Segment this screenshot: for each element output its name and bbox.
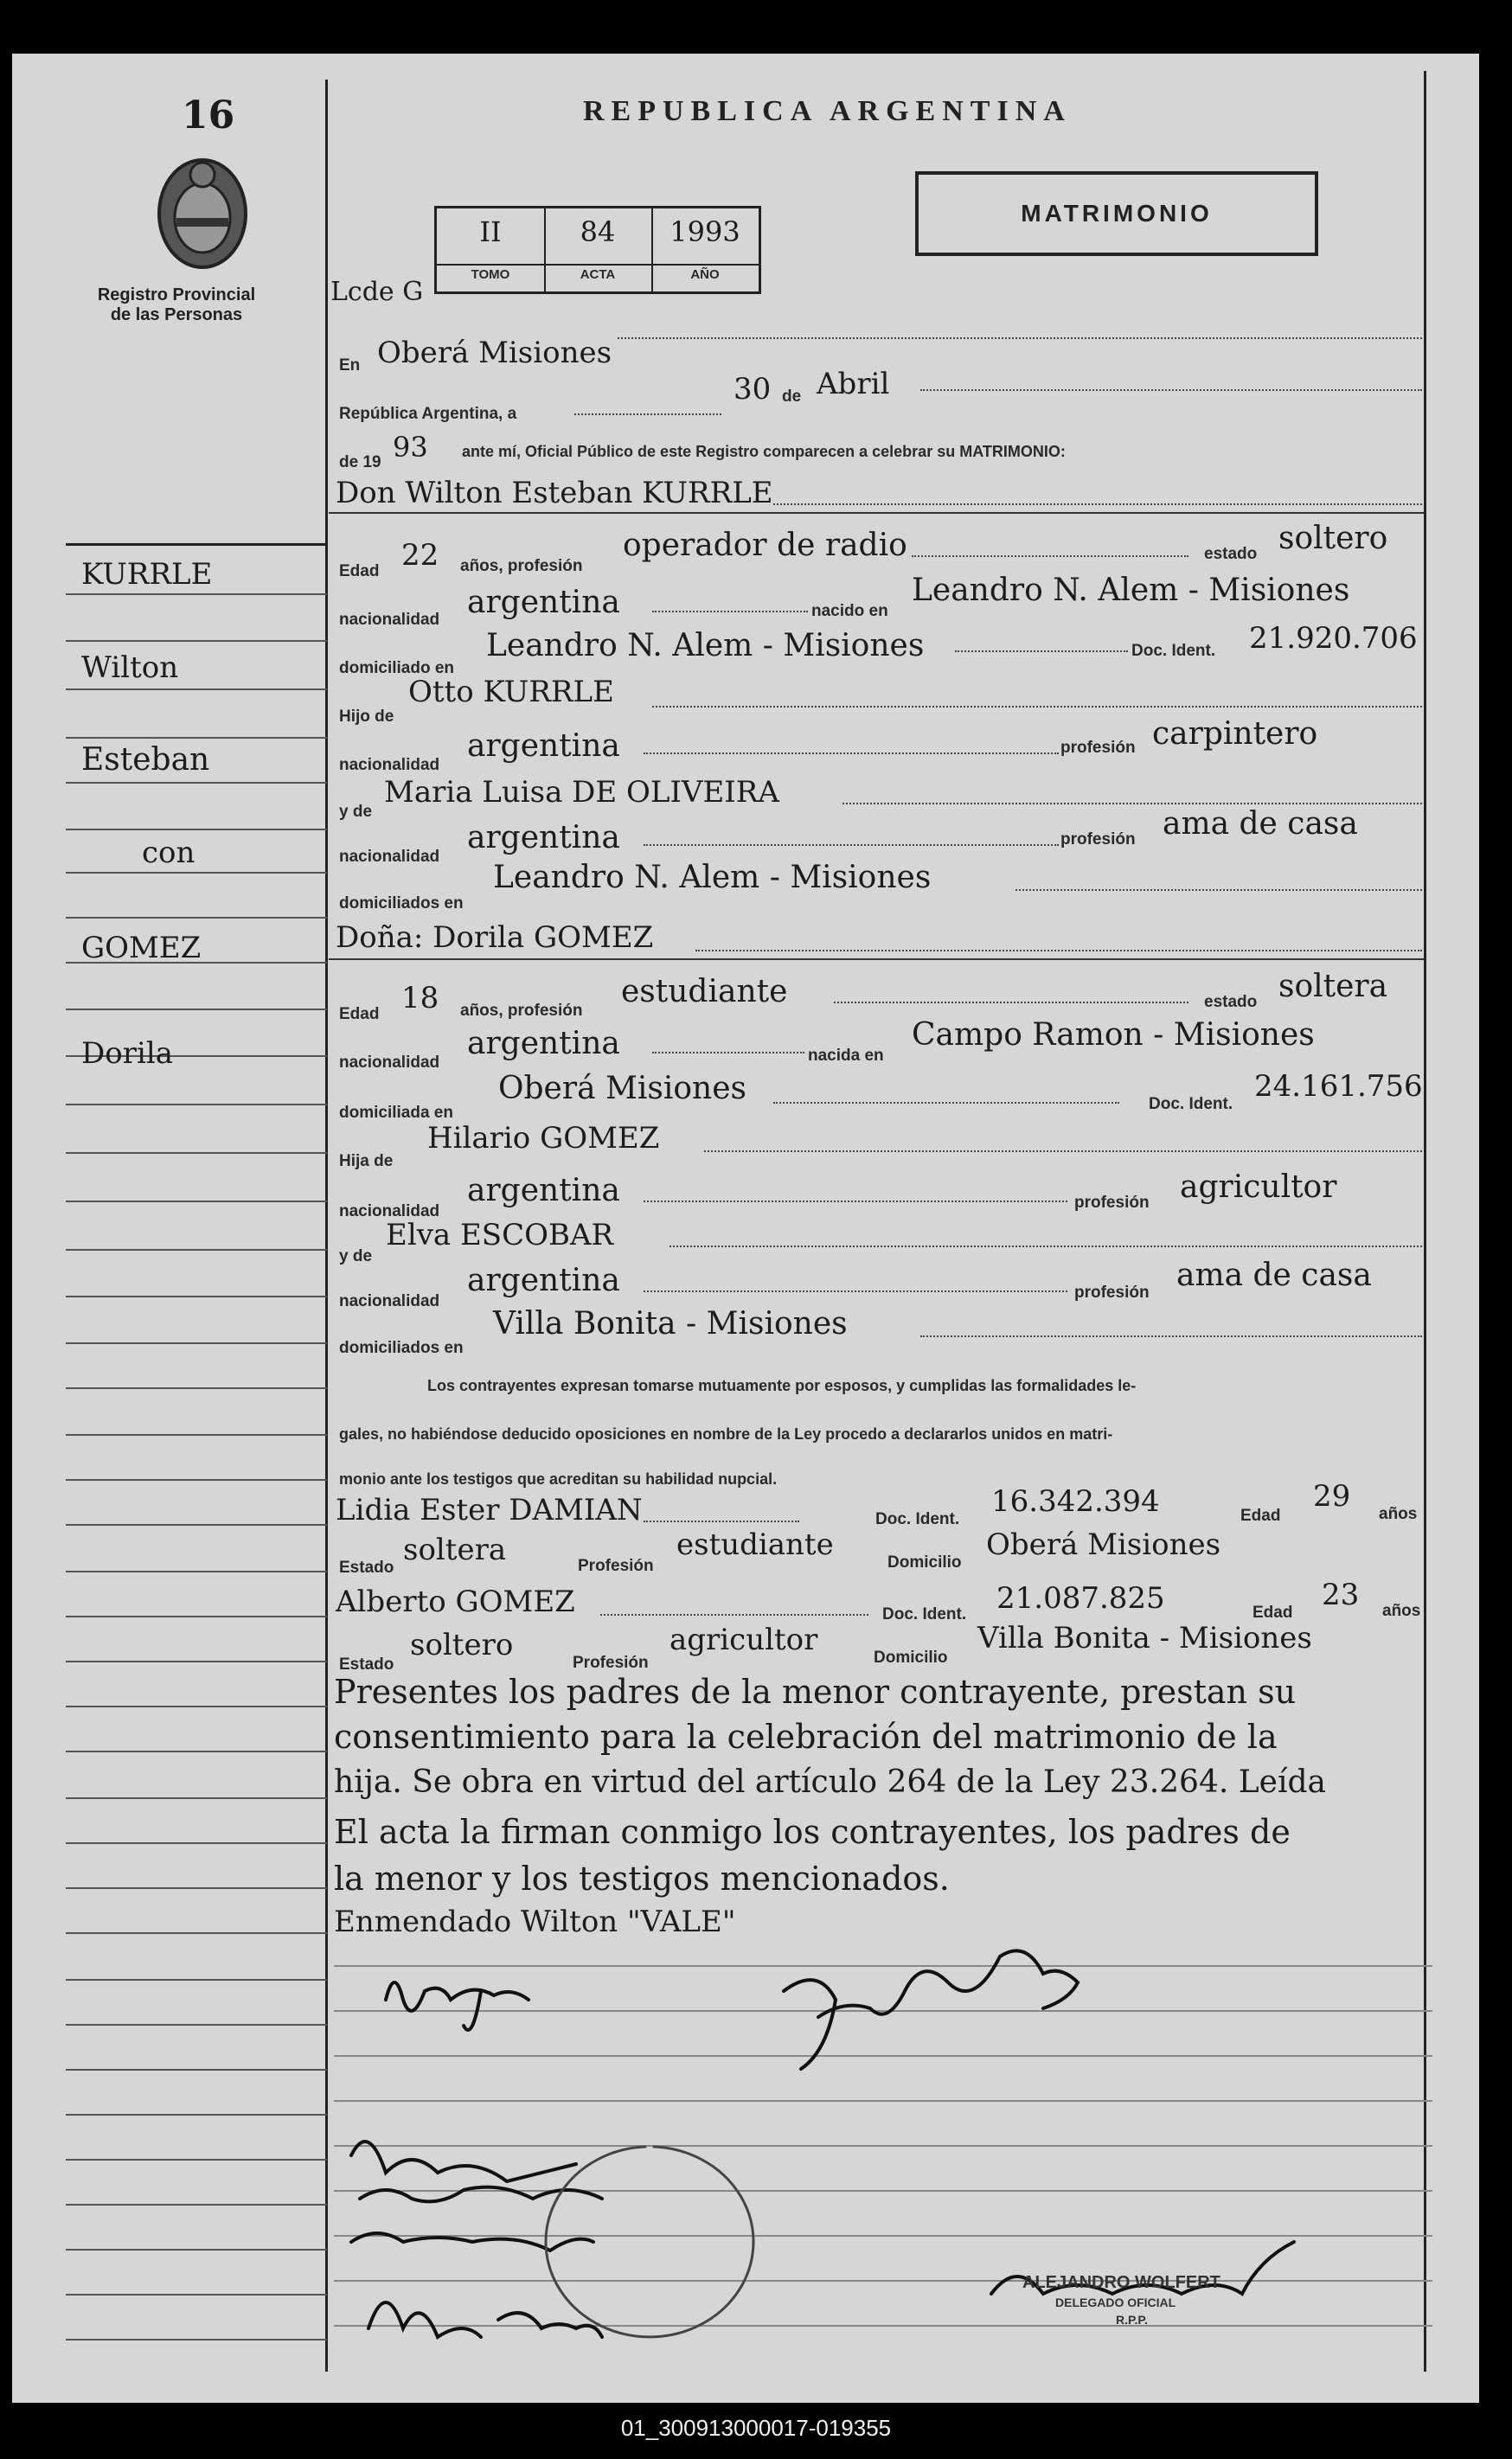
groom-mother-nat-label: nacionalidad [339,848,440,866]
witness-2-age: 23 [1322,1578,1360,1612]
bride-signature [784,1950,1078,2069]
groom-profession-label: años, profesión [460,557,583,575]
bride-father-nationality: argentina [467,1173,620,1208]
document-type-box: MATRIMONIO [915,171,1318,256]
official-seal [546,2147,753,2337]
groom-father-prof-label: profesión [1060,739,1136,757]
margin-divider [325,80,328,2372]
bride-doc: 24.161.756 [1254,1069,1423,1104]
groom-father-nat-label: nacionalidad [339,756,440,774]
note-line-2: consentimiento para la celebración del matrimonio de la [334,1718,1278,1756]
groom-father-profession: carpintero [1152,716,1318,752]
groom-status: soltero [1278,521,1388,556]
note-line-3: hija. Se obra en virtud del artículo 264 de la Ley 23.264. Leída [334,1764,1326,1800]
groom-domicile-label: domiciliado en [339,659,455,677]
groom-father-label: Hijo de [339,708,394,726]
groom-age: 22 [401,538,439,573]
groom-doc-label: Doc. Ident. [1131,642,1216,660]
code-annotation: Lcde G [330,277,424,307]
witness-2-age-label: Edad [1253,1604,1293,1622]
bride-father-label: Hija de [339,1152,394,1170]
witness-1-doc-label: Doc. Ident. [875,1510,960,1528]
day-de-label: de [782,387,802,406]
bride-nationality: argentina [467,1026,620,1061]
stamp-line-2: DELEGADO OFICIAL [1055,2296,1176,2309]
witness-2-domicile: Villa Bonita - Misiones [977,1621,1312,1655]
groom-father-nationality: argentina [467,728,620,764]
marriage-month: Abril [817,367,890,401]
witness-2-doc-label: Doc. Ident. [882,1605,967,1623]
bride-father: Hilario GOMEZ [427,1121,660,1156]
coat-of-arms-icon [142,149,263,279]
marriage-place: Oberá Misiones [377,336,612,370]
declaration-line-2: gales, no habiéndose deducido oposiciones en nombre de la Ley procedo a declararlos unidos en matri- [339,1425,1113,1443]
year-prefix-label: de 19 [339,453,381,471]
witness-1-age-label: Edad [1240,1507,1281,1525]
marriage-day: 30 [734,372,772,407]
page-number: 16 [182,93,235,138]
witness-1-status: soltera [403,1533,507,1567]
groom-mother-prof-label: profesión [1060,830,1136,848]
groom-born-label: nacido en [811,602,888,620]
groom-birthplace: Leandro N. Alem - Misiones [912,573,1350,608]
right-border [1424,71,1426,2372]
margin-groom-surname: KURRLE [81,557,213,592]
witness-2-status-label: Estado [339,1655,394,1674]
bride-mother-nationality: argentina [467,1263,620,1298]
bride-mother-label: y de [339,1247,373,1265]
witness-2-years-label: años [1382,1602,1421,1620]
tomo-value: II [479,215,502,248]
groom-domicile: Leandro N. Alem - Misiones [486,628,925,663]
intro-text: ante mí, Oficial Público de este Registro comparecen a celebrar su MATRIMONIO: [462,443,1066,460]
groom-mother: Maria Luisa DE OLIVEIRA [384,775,779,810]
bride-mother: Elva ESCOBAR [386,1218,614,1252]
bride-mother-prof-label: profesión [1074,1284,1150,1302]
groom-parents-domicile: Leandro N. Alem - Misiones [493,860,932,895]
groom-nationality-label: nacionalidad [339,611,440,629]
bride-parents-domicile: Villa Bonita - Misiones [493,1306,848,1342]
witness-2-signature [368,2302,602,2337]
groom-mother-profession: ama de casa [1163,806,1358,842]
signatures-area [334,1913,1424,2380]
groom-status-label: estado [1204,545,1258,563]
bride-father-nat-label: nacionalidad [339,1202,440,1220]
witness-2-doc: 21.087.825 [996,1581,1165,1616]
margin-groom-second-name: Esteban [81,742,210,778]
groom-profession: operador de radio [623,528,907,563]
groom-nationality: argentina [467,585,620,620]
bride-profession: estudiante [621,974,788,1009]
marriage-year: 93 [393,431,428,464]
bride-domicile-label: domiciliada en [339,1104,453,1122]
bride-mother-nat-label: nacionalidad [339,1292,440,1310]
witness-2-status: soltero [410,1628,514,1662]
witness-1-domicile: Oberá Misiones [986,1527,1221,1562]
witness-2-dom-label: Domicilio [874,1649,948,1667]
bride-name: Doña: Dorila GOMEZ [336,920,654,955]
bride-parents-dom-label: domiciliados en [339,1339,464,1357]
bride-father-prof-label: profesión [1074,1194,1150,1212]
bride-nationality-label: nacionalidad [339,1053,440,1072]
father-signature [351,2142,602,2251]
republic-label: República Argentina, a [339,405,517,423]
year-label: AÑO [690,267,720,282]
declaration-line-1: Los contrayentes expresan tomarse mutuamente por esposos, y cumplidas las formalidades le- [427,1377,1137,1394]
bride-domicile: Oberá Misiones [498,1071,746,1106]
margin-groom-first-name: Wilton [81,650,179,685]
witness-1-name: Lidia Ester DAMIAN [336,1493,643,1527]
witness-1-years-label: años [1379,1505,1418,1523]
document-heading: REPUBLICA ARGENTINA [583,95,1072,127]
note-line-5: la menor y los testigos mencionados. [334,1860,950,1898]
stamp-line-1: ALEJANDRO WOLFERT [1022,2273,1220,2292]
witness-1-doc: 16.342.394 [991,1484,1160,1519]
groom-father: Otto KURRLE [408,675,614,709]
witness-2-prof-label: Profesión [573,1654,649,1672]
bride-status-label: estado [1204,993,1258,1011]
witness-1-profession: estudiante [676,1527,834,1562]
bride-born-label: nacida en [808,1047,884,1065]
bride-profession-label: años, profesión [460,1002,583,1020]
witness-1-status-label: Estado [339,1559,394,1577]
reference-box [434,206,761,294]
tomo-label: TOMO [471,267,510,282]
note-line-6: Enmendado Wilton "VALE" [334,1905,736,1939]
bride-birthplace: Campo Ramon - Misiones [912,1017,1315,1053]
bride-age-label: Edad [339,1005,380,1023]
bride-mother-profession: ama de casa [1176,1258,1372,1293]
acta-label: ACTA [580,267,616,282]
witness-2-profession: agricultor [670,1623,818,1657]
witness-1-prof-label: Profesión [578,1557,654,1575]
stamp-line-3: R.P.P. [1116,2313,1148,2327]
groom-parents-dom-label: domiciliados en [339,894,464,913]
witness-1-dom-label: Domicilio [887,1553,962,1572]
groom-mother-nationality: argentina [467,820,620,855]
image-filename: 01_300913000017-019355 [620,2415,892,2441]
bride-father-profession: agricultor [1180,1169,1337,1205]
bride-status: soltera [1278,969,1388,1004]
en-label: En [339,356,361,375]
note-line-1: Presentes los padres de la menor contrayente, prestan su [334,1673,1297,1711]
groom-doc: 21.920.706 [1249,621,1418,656]
margin-bride-surname: GOMEZ [81,931,202,965]
groom-signature [386,1982,529,2030]
witness-1-age: 29 [1313,1479,1351,1514]
acta-value: 84 [580,215,616,248]
bride-age: 18 [401,981,439,1015]
groom-age-label: Edad [339,562,380,580]
margin-connector: con [142,836,195,870]
note-line-4: El acta la firman conmigo los contrayentes, los padres de [334,1813,1291,1851]
registry-name: Registro Provincial de las Personas [97,285,256,324]
witness-2-name: Alberto GOMEZ [336,1585,575,1619]
margin-bride-name: Dorila [81,1036,174,1071]
groom-name: Don Wilton Esteban KURRLE [336,476,773,510]
year-value: 1993 [670,215,740,248]
groom-mother-label: y de [339,803,373,821]
register-page [12,54,1479,2403]
declaration-line-3: monio ante los testigos que acreditan su habilidad nupcial. [339,1470,778,1488]
bride-doc-label: Doc. Ident. [1149,1095,1233,1113]
